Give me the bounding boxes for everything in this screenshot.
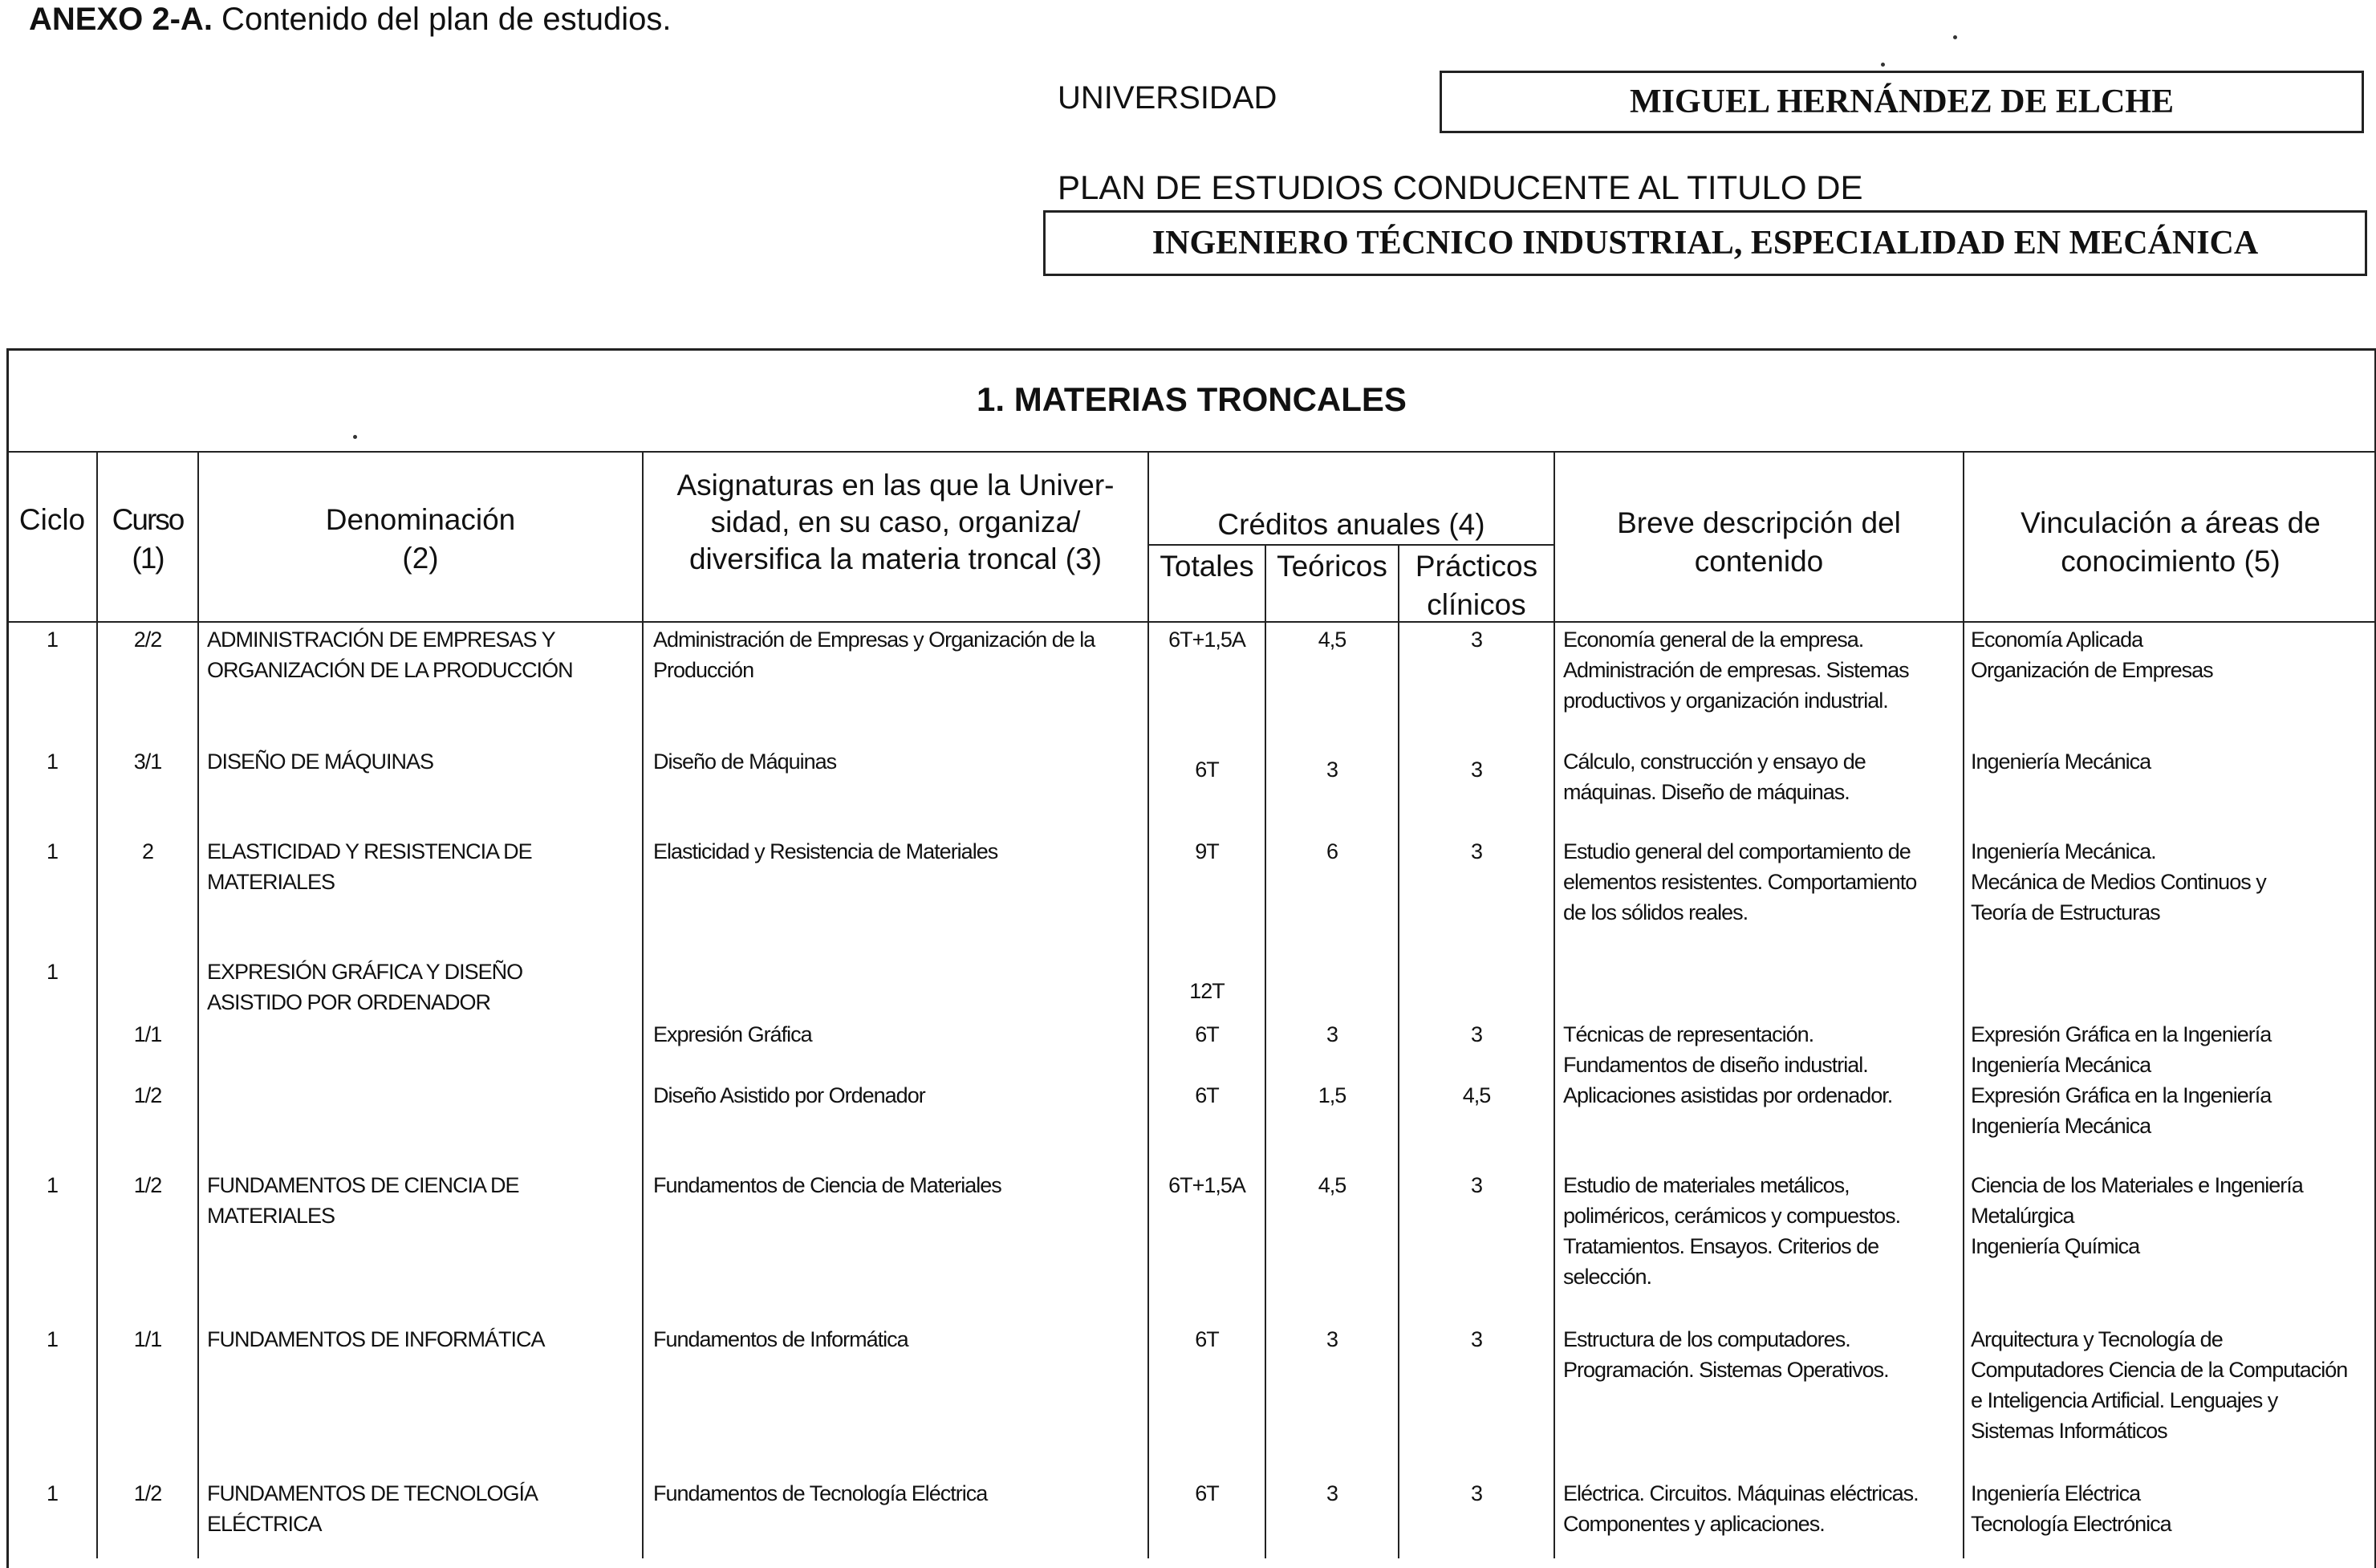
cell-line: FUNDAMENTOS DE CIENCIA DE [207,1173,519,1197]
cell-vinculacion [1971,746,2374,777]
header-curso [98,501,197,578]
cell-totales: 12T [1189,979,1225,1003]
scan-speck [1881,63,1885,67]
cell-curso: 1/1 [133,1327,162,1351]
cell-line: Fundamentos de Informática [653,1327,908,1351]
cell-vinculacion [1971,836,2374,928]
cell-ciclo: 1 [46,749,59,774]
cell-curso: 2 [141,839,154,863]
header-vinculacion-line2: conocimiento (5) [2061,545,2281,578]
header-ciclo: Ciclo [18,503,86,536]
cell-denominacion [207,836,640,897]
cell-practicos: 4,5 [1462,1083,1491,1107]
cell-totales: 6T [1195,758,1219,782]
cell-line: Fundamentos de diseño industrial. [1563,1053,1868,1077]
cell-descripcion [1563,1324,1961,1385]
cell-line: elementos resistentes. Comportamiento [1563,870,1917,894]
annex-label: ANEXO 2-A. [29,2,213,37]
cell-denominacion [207,1170,640,1231]
header-divider [6,621,2376,623]
cell-practicos: 3 [1470,1481,1483,1505]
cell-line: Tratamientos. Ensayos. Criterios de [1563,1234,1879,1258]
header-descripcion-line1: Breve descripción del [1617,506,1901,539]
column-divider [642,451,644,1558]
annex-title [29,2,671,38]
cell-line: ADMINISTRACIÓN DE EMPRESAS Y [207,628,555,652]
header-totales: Totales [1160,550,1254,583]
cell-descripcion [1563,624,1961,716]
university-label: UNIVERSIDAD [1058,80,1277,116]
cell-vinculacion [1971,1080,2374,1141]
cell-line: Ingeniería Eléctrica [1971,1481,2141,1505]
cell-asignatura [653,836,1144,867]
annex-text: Contenido del plan de estudios. [212,2,672,37]
cell-line: Aplicaciones asistidas por ordenador. [1563,1083,1893,1107]
cell-ciclo: 1 [46,839,59,863]
cell-line: Programación. Sistemas Operativos. [1563,1358,1889,1382]
column-divider [1963,451,1964,1558]
cell-line: Metalúrgica [1971,1204,2074,1228]
cell-descripcion [1563,1170,1961,1292]
cell-line: Mecánica de Medios Continuos y [1971,870,2266,894]
cell-line: Componentes y aplicaciones. [1563,1512,1825,1536]
cell-line: FUNDAMENTOS DE TECNOLOGÍA [207,1481,538,1505]
header-asignaturas-line3: diversifica la materia troncal (3) [688,542,1103,575]
cell-line: ELASTICIDAD Y RESISTENCIA DE [207,839,532,863]
cell-teoricos: 4,5 [1318,1173,1346,1197]
cell-asignatura [653,624,1144,685]
cell-ciclo: 1 [46,1481,59,1505]
cell-line: Fundamentos de Tecnología Eléctrica [653,1481,988,1505]
cell-line: Diseño de Máquinas [653,749,837,774]
cell-line: poliméricos, cerámicos y compuestos. [1563,1204,1901,1228]
cell-line: Expresión Gráfica en la Ingeniería [1971,1083,2272,1107]
cell-line: MATERIALES [207,870,335,894]
cell-vinculacion [1971,1478,2374,1539]
cell-denominacion [207,746,640,777]
cell-line: ASISTIDO POR ORDENADOR [207,990,491,1014]
cell-curso: 1/1 [133,1022,162,1046]
cell-denominacion [207,957,640,1018]
header-practicos-line2: clínicos [1427,588,1526,621]
cell-vinculacion [1971,1324,2374,1446]
cell-asignatura [653,1080,1144,1111]
cell-line: Computadores Ciencia de la Computación [1971,1358,2348,1382]
cell-descripcion [1563,746,1961,807]
cell-teoricos: 1,5 [1318,1083,1346,1107]
cell-practicos: 3 [1470,1173,1483,1197]
cell-asignatura [653,1324,1144,1355]
cell-practicos: 3 [1470,758,1483,782]
cell-asignatura [653,1170,1144,1200]
cell-denominacion [207,624,640,685]
cell-line: Teoría de Estructuras [1971,900,2160,924]
cell-vinculacion [1971,1019,2374,1080]
cell-curso: 1/2 [133,1173,162,1197]
cell-practicos: 3 [1470,839,1483,863]
cell-teoricos: 3 [1326,1481,1338,1505]
cell-line: Ingeniería Mecánica [1971,749,2151,774]
cell-line: Economía Aplicada [1971,628,2143,652]
cell-line: e Inteligencia Artificial. Lenguajes y [1971,1388,2278,1412]
cell-line: Diseño Asistido por Ordenador [653,1083,925,1107]
cell-totales: 6T+1,5A [1168,1173,1245,1197]
header-practicos [1399,547,1554,624]
cell-line: Cálculo, construcción y ensayo de [1563,749,1866,774]
cell-line: selección. [1563,1265,1652,1289]
cell-line: Tecnología Electrónica [1971,1512,2171,1536]
cell-asignatura [653,1019,1144,1050]
degree-title-box [1043,210,2367,276]
cell-line: de los sólidos reales. [1563,900,1748,924]
cell-line: ELÉCTRICA [207,1512,322,1536]
section-title: 1. MATERIAS TRONCALES [977,380,1407,418]
cell-line: Ingeniería Mecánica. [1971,839,2156,863]
cell-line: Elasticidad y Resistencia de Materiales [653,839,998,863]
cell-line: Eléctrica. Circuitos. Máquinas eléctricas. [1563,1481,1919,1505]
creditos-divider [1147,544,1554,546]
column-divider [197,451,199,1558]
header-descripcion-line2: contenido [1694,545,1824,578]
cell-line: Estudio de materiales metálicos, [1563,1173,1850,1197]
cell-line: Administración de Empresas y Organización de la [653,628,1095,652]
header-denominacion-line2: (2) [402,542,439,575]
cell-teoricos: 3 [1326,758,1338,782]
header-curso-line1: Curso [112,503,184,536]
cell-ciclo: 1 [46,1173,59,1197]
header-practicos-line1: Prácticos [1415,550,1538,583]
cell-curso: 2/2 [133,628,162,652]
column-divider [1265,544,1266,1558]
cell-curso: 1/2 [133,1083,162,1107]
cell-curso: 1/2 [133,1481,162,1505]
cell-denominacion [207,1324,640,1355]
cell-line: Expresión Gráfica en la Ingeniería [1971,1022,2272,1046]
header-asignaturas-line1: Asignaturas en las que la Univer- [676,469,1115,502]
header-vinculacion [1964,504,2376,581]
cell-line: productivos y organización industrial. [1563,689,1888,713]
cell-curso: 3/1 [133,749,162,774]
cell-line: ORGANIZACIÓN DE LA PRODUCCIÓN [207,658,573,682]
header-denominacion [199,501,642,578]
header-denominacion-line1: Denominación [325,503,516,536]
column-divider [1398,544,1399,1558]
cell-practicos: 3 [1470,628,1483,652]
cell-ciclo: 1 [46,628,59,652]
cell-ciclo: 1 [46,960,59,984]
cell-line: MATERIALES [207,1204,335,1228]
cell-totales: 6T [1195,1327,1219,1351]
cell-totales: 6T [1195,1083,1219,1107]
cell-denominacion [207,1478,640,1539]
cell-totales: 6T+1,5A [1168,628,1245,652]
header-asignaturas-line2: sidad, en su caso, organiza/ [710,506,1081,538]
cell-teoricos: 6 [1326,839,1338,863]
cell-line: Organización de Empresas [1971,658,2213,682]
degree-title: INGENIERO TÉCNICO INDUSTRIAL, ESPECIALIDAD EN MECÁNICA [1151,225,2259,262]
cell-line: DISEÑO DE MÁQUINAS [207,749,434,774]
cell-descripcion [1563,1019,1961,1080]
cell-line: máquinas. Diseño de máquinas. [1563,780,1850,804]
header-curso-line2: (1) [132,542,164,575]
column-divider [1554,451,1555,1558]
header-descripcion [1555,504,1963,581]
cell-line: Ingeniería Mecánica [1971,1114,2151,1138]
cell-totales: 6T [1195,1022,1219,1046]
cell-line: Producción [653,658,754,682]
cell-totales: 9T [1195,839,1219,863]
cell-teoricos: 3 [1326,1022,1338,1046]
cell-ciclo: 1 [46,1327,59,1351]
cell-line: Expresión Gráfica [653,1022,812,1046]
header-vinculacion-line1: Vinculación a áreas de [2021,506,2321,539]
table-divider [6,451,2376,453]
cell-line: Ingeniería Mecánica [1971,1053,2151,1077]
header-teoricos: Teóricos [1277,550,1387,583]
cell-practicos: 3 [1470,1327,1483,1351]
cell-line: Administración de empresas. Sistemas [1563,658,1909,682]
cell-line: Sistemas Informáticos [1971,1419,2167,1443]
header-creditos: Créditos anuales (4) [1217,508,1485,541]
scan-speck [1953,35,1957,39]
scan-speck [353,435,357,439]
header-asignaturas [644,467,1147,578]
cell-line: Estudio general del comportamiento de [1563,839,1911,863]
column-divider [96,451,98,1558]
cell-descripcion [1563,1478,1961,1539]
university-name-box [1440,71,2364,133]
cell-line: Economía general de la empresa. [1563,628,1864,652]
cell-line: Ingeniería Química [1971,1234,2140,1258]
cell-vinculacion [1971,1170,2374,1261]
cell-line: Fundamentos de Ciencia de Materiales [653,1173,1001,1197]
cell-vinculacion [1971,624,2374,685]
university-name: MIGUEL HERNÁNDEZ DE ELCHE [1630,83,2174,120]
cell-line: Ciencia de los Materiales e Ingeniería [1971,1173,2303,1197]
plan-label: PLAN DE ESTUDIOS CONDUCENTE AL TITULO DE [1058,169,1863,206]
cell-teoricos: 3 [1326,1327,1338,1351]
cell-descripcion [1563,1080,1961,1111]
cell-line: FUNDAMENTOS DE INFORMÁTICA [207,1327,545,1351]
cell-line: Arquitectura y Tecnología de [1971,1327,2223,1351]
cell-descripcion [1563,836,1961,928]
cell-line: Técnicas de representación. [1563,1022,1814,1046]
cell-line: EXPRESIÓN GRÁFICA Y DISEÑO [207,960,523,984]
cell-line: Estructura de los computadores. [1563,1327,1850,1351]
cell-teoricos: 4,5 [1318,628,1346,652]
cell-practicos: 3 [1470,1022,1483,1046]
cell-asignatura [653,1478,1144,1509]
cell-totales: 6T [1195,1481,1219,1505]
cell-asignatura [653,746,1144,777]
